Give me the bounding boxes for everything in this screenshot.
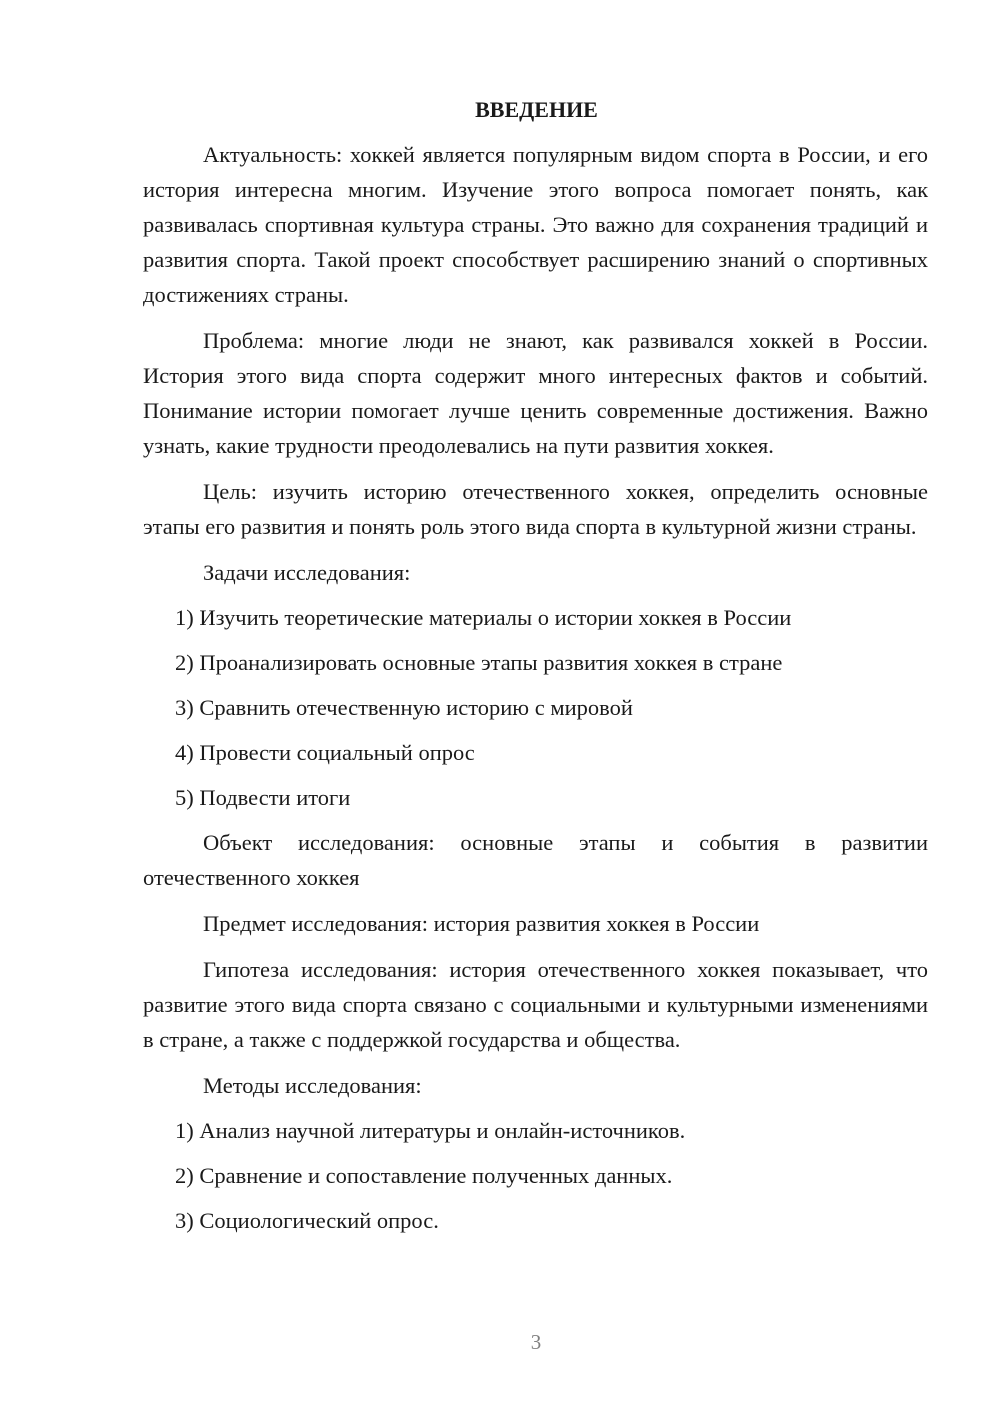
relevance-paragraph: Актуальность: хоккей является популярным видом спорта в России, и его история интересна многим. Изучение этого вопроса помогает понять, как развивалась спортивная культура страны. Это важно для сохранения традиций и развития спорта. Такой проект способствует расширению знаний о спортивных достижениях страны. bbox=[143, 142, 928, 307]
list-item: 5) Подвести итоги bbox=[175, 785, 351, 810]
tasks-list bbox=[143, 600, 928, 815]
list-item: 1) Изучить теоретические материалы о истории хоккея в России bbox=[175, 605, 792, 630]
object-paragraph: Объект исследования: основные этапы и события в развитии отечественного хоккея bbox=[143, 830, 928, 890]
subject-paragraph: Предмет исследования: история развития хоккея в России bbox=[203, 911, 760, 936]
tasks-heading: Задачи исследования: bbox=[203, 560, 411, 585]
methods-heading: Методы исследования: bbox=[203, 1073, 422, 1098]
list-item: 2) Проанализировать основные этапы развития хоккея в стране bbox=[175, 650, 783, 675]
problem-paragraph: Проблема: многие люди не знают, как развивался хоккей в России. История этого вида спорта содержит много интересных фактов и событий. Понимание истории помогает лучше ценить современные достижения. Важно узнать, какие трудности преодолевались на пути развития хоккея. bbox=[143, 328, 928, 458]
list-item: 3) Социологический опрос. bbox=[175, 1208, 439, 1233]
hypothesis-paragraph: Гипотеза исследования: история отечественного хоккея показывает, что развитие этого вида спорта связано с социальными и культурными изменениями в стране, а также с поддержкой государства и общества. bbox=[143, 957, 928, 1052]
page-number: 3 bbox=[530, 1330, 542, 1354]
page-title: ВВЕДЕНИЕ bbox=[475, 97, 598, 122]
list-item: 3) Сравнить отечественную историю с мировой bbox=[175, 695, 633, 720]
list-item: 2) Сравнение и сопоставление полученных данных. bbox=[175, 1163, 673, 1188]
page-content bbox=[143, 92, 928, 1248]
goal-paragraph: Цель: изучить историю отечественного хоккея, определить основные этапы его развития и понять роль этого вида спорта в культурной жизни страны. bbox=[143, 479, 928, 539]
list-item: 4) Провести социальный опрос bbox=[175, 740, 475, 765]
methods-list bbox=[143, 1113, 928, 1238]
list-item: 1) Анализ научной литературы и онлайн-источников. bbox=[175, 1118, 686, 1143]
